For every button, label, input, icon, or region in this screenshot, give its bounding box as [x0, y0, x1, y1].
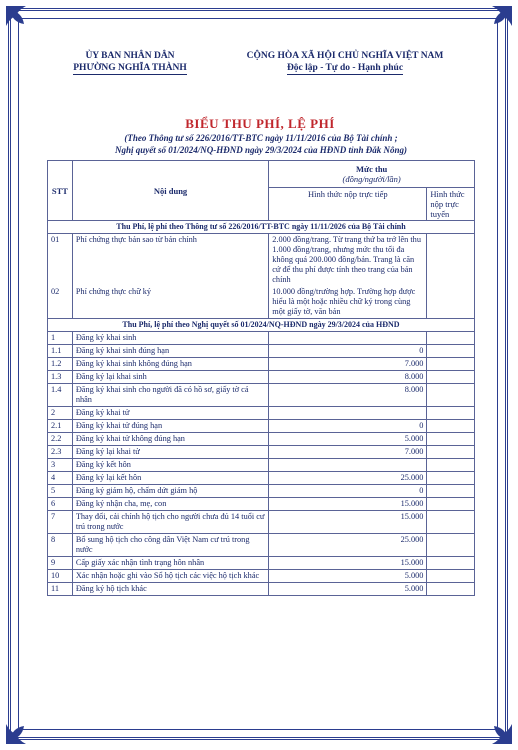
- row-online-fee: [427, 570, 475, 583]
- subtitle-line-1: (Theo Thông tư số 226/2016/TT-BTC ngày 11/11/2016 của Bộ Tài chính ;: [124, 133, 398, 143]
- row-online-fee: [427, 358, 475, 371]
- row-online-fee: [427, 557, 475, 570]
- row-content: Đăng ký hộ tịch khác: [72, 583, 268, 596]
- subtitle-line-2: Nghị quyết số 01/2024/NQ-HĐND ngày 29/3/2024 của HĐND tỉnh Đắk Nông): [114, 145, 407, 155]
- row-fee: 15.000: [269, 511, 427, 534]
- row-content: Phí chứng thực chữ ký: [72, 286, 268, 319]
- row-content: Đăng ký khai sinh đúng hạn: [72, 345, 268, 358]
- document-subtitle: [46, 132, 476, 156]
- row-fee: 7.000: [269, 446, 427, 459]
- agency-line-1: ỦY BAN NHÂN DÂN: [85, 51, 175, 61]
- row-stt: 2.2: [48, 433, 73, 446]
- row-stt: 4: [48, 472, 73, 485]
- table-row: [48, 534, 475, 557]
- row-online-fee: [427, 345, 475, 358]
- table-row: [48, 345, 475, 358]
- table-row: [48, 407, 475, 420]
- row-fee: [269, 407, 427, 420]
- corner-ornament-icon: [4, 706, 44, 746]
- table-row: [48, 583, 475, 596]
- row-content: Đăng ký nhận cha, mẹ, con: [72, 498, 268, 511]
- section-2-title: Thu Phí, lệ phí theo Nghị quyết số 01/2024/NQ-HĐND ngày 29/3/2024 của HĐND: [48, 319, 475, 332]
- row-content: Đăng ký kết hôn: [72, 459, 268, 472]
- row-content: Cấp giấy xác nhận tình trạng hôn nhân: [72, 557, 268, 570]
- row-online-fee: [427, 420, 475, 433]
- row-content: Đăng ký khai sinh: [72, 332, 268, 345]
- row-stt: 5: [48, 485, 73, 498]
- row-online-fee: [427, 511, 475, 534]
- table-row: [48, 420, 475, 433]
- table-row: [48, 332, 475, 345]
- row-stt: 2: [48, 407, 73, 420]
- row-stt: 9: [48, 557, 73, 570]
- section-1-title: Thu Phí, lệ phí theo Thông tư số 226/2016/TT-BTC ngày 11/11/2026 của Bộ Tài chính: [48, 221, 475, 234]
- row-fee: 5.000: [269, 570, 427, 583]
- row-stt: 1.2: [48, 358, 73, 371]
- row-stt: 3: [48, 459, 73, 472]
- row-stt: 6: [48, 498, 73, 511]
- row-content: Thay đổi, cải chính hộ tịch cho người chưa đủ 14 tuổi cư trú trong nước: [72, 511, 268, 534]
- row-fee: 25.000: [269, 472, 427, 485]
- row-content: Xác nhận hoặc ghi vào Sổ hộ tịch các việc hộ tịch khác: [72, 570, 268, 583]
- table-row: [48, 485, 475, 498]
- header-fee-unit: (đồng/người/lần): [342, 174, 401, 184]
- row-stt: 11: [48, 583, 73, 596]
- table-row: [48, 472, 475, 485]
- row-fee: 8.000: [269, 384, 427, 407]
- row-fee: 0: [269, 485, 427, 498]
- row-content: Bổ sung hộ tịch cho công dân Việt Nam cư trú trong nước: [72, 534, 268, 557]
- row-stt: 2.3: [48, 446, 73, 459]
- table-row: [48, 557, 475, 570]
- row-stt: 2.1: [48, 420, 73, 433]
- agency-line-2: PHƯỜNG NGHĨA THÀNH: [73, 63, 187, 73]
- table-row: [48, 459, 475, 472]
- row-online-fee: [427, 446, 475, 459]
- table-header-row: [48, 161, 475, 188]
- table-row: [48, 433, 475, 446]
- row-stt: 1.4: [48, 384, 73, 407]
- row-fee: 10.000 đồng/trường hợp. Trường hợp được hiểu là một hoặc nhiều chữ ký trong cùng một giấy tờ, văn bản: [269, 286, 427, 319]
- row-content: Đăng ký lại khai sinh: [72, 371, 268, 384]
- row-online-fee: [427, 332, 475, 345]
- header-stt: STT: [48, 161, 73, 221]
- table-row: [48, 511, 475, 534]
- header-online: Hình thức nộp trực tuyến: [427, 188, 475, 221]
- row-content: Đăng ký khai sinh cho người đã có hồ sơ, giấy tờ cá nhân: [72, 384, 268, 407]
- table-row: [48, 446, 475, 459]
- row-fee: 5.000: [269, 433, 427, 446]
- nation-line-2: Độc lập - Tự do - Hạnh phúc: [286, 63, 404, 73]
- table-row: [48, 384, 475, 407]
- section-row: [48, 319, 475, 332]
- fee-rows: [48, 332, 475, 596]
- fee-table: [47, 160, 475, 596]
- header-fee: [269, 161, 475, 188]
- row-content: Đăng ký giám hộ, chấm dứt giám hộ: [72, 485, 268, 498]
- row-online-fee: [427, 485, 475, 498]
- row-online-fee: [427, 472, 475, 485]
- national-motto-block: [210, 50, 480, 75]
- table-row: [48, 234, 475, 287]
- row-stt: 10: [48, 570, 73, 583]
- row-fee: 5.000: [269, 583, 427, 596]
- row-online-fee: [427, 286, 475, 319]
- row-online-fee: [427, 234, 475, 287]
- corner-ornament-icon: [474, 4, 514, 44]
- row-content: Đăng ký khai tử không đúng hạn: [72, 433, 268, 446]
- row-online-fee: [427, 384, 475, 407]
- table-row: [48, 286, 475, 319]
- row-fee: 2.000 đồng/trang. Từ trang thứ ba trở lên thu 1.000 đồng/trang, nhưng mức thu tối đa không quá 200.000 đồng/bản. Trang là căn cứ để thu phí được tính theo trang của bản chính: [269, 234, 427, 287]
- row-online-fee: [427, 583, 475, 596]
- row-online-fee: [427, 371, 475, 384]
- row-content: Phí chứng thực bản sao từ bản chính: [72, 234, 268, 287]
- table-row: [48, 498, 475, 511]
- row-fee: 15.000: [269, 557, 427, 570]
- row-stt: 1.1: [48, 345, 73, 358]
- row-stt: 7: [48, 511, 73, 534]
- agency-block: [50, 50, 210, 75]
- row-online-fee: [427, 459, 475, 472]
- row-content: Đăng ký lại kết hôn: [72, 472, 268, 485]
- document-header: [50, 50, 480, 84]
- row-stt: 1: [48, 332, 73, 345]
- row-online-fee: [427, 498, 475, 511]
- table-row: [48, 358, 475, 371]
- section-row: [48, 221, 475, 234]
- nation-line-1: CỘNG HÒA XÃ HỘI CHỦ NGHĨA VIỆT NAM: [246, 51, 444, 61]
- document-title: BIỂU THU PHÍ, LỆ PHÍ: [185, 116, 335, 131]
- row-online-fee: [427, 407, 475, 420]
- row-fee: 0: [269, 345, 427, 358]
- row-online-fee: [427, 433, 475, 446]
- header-fee-label: Mức thu: [355, 164, 388, 174]
- table-row: [48, 371, 475, 384]
- corner-ornament-icon: [4, 4, 44, 44]
- row-fee: 0: [269, 420, 427, 433]
- row-content: Đăng ký khai tử đúng hạn: [72, 420, 268, 433]
- row-content: Đăng ký khai tử: [72, 407, 268, 420]
- row-stt: 8: [48, 534, 73, 557]
- row-stt: 01: [48, 234, 73, 287]
- row-stt: 02: [48, 286, 73, 319]
- row-content: Đăng ký lại khai tử: [72, 446, 268, 459]
- row-fee: 7.000: [269, 358, 427, 371]
- header-direct: Hình thức nộp trực tiếp: [269, 188, 427, 221]
- row-fee: 25.000: [269, 534, 427, 557]
- corner-ornament-icon: [474, 706, 514, 746]
- row-stt: 1.3: [48, 371, 73, 384]
- header-content: Nội dung: [72, 161, 268, 221]
- table-row: [48, 570, 475, 583]
- row-fee: 8.000: [269, 371, 427, 384]
- row-content: Đăng ký khai sinh không đúng hạn: [72, 358, 268, 371]
- row-fee: [269, 332, 427, 345]
- row-fee: 15.000: [269, 498, 427, 511]
- row-online-fee: [427, 534, 475, 557]
- row-fee: [269, 459, 427, 472]
